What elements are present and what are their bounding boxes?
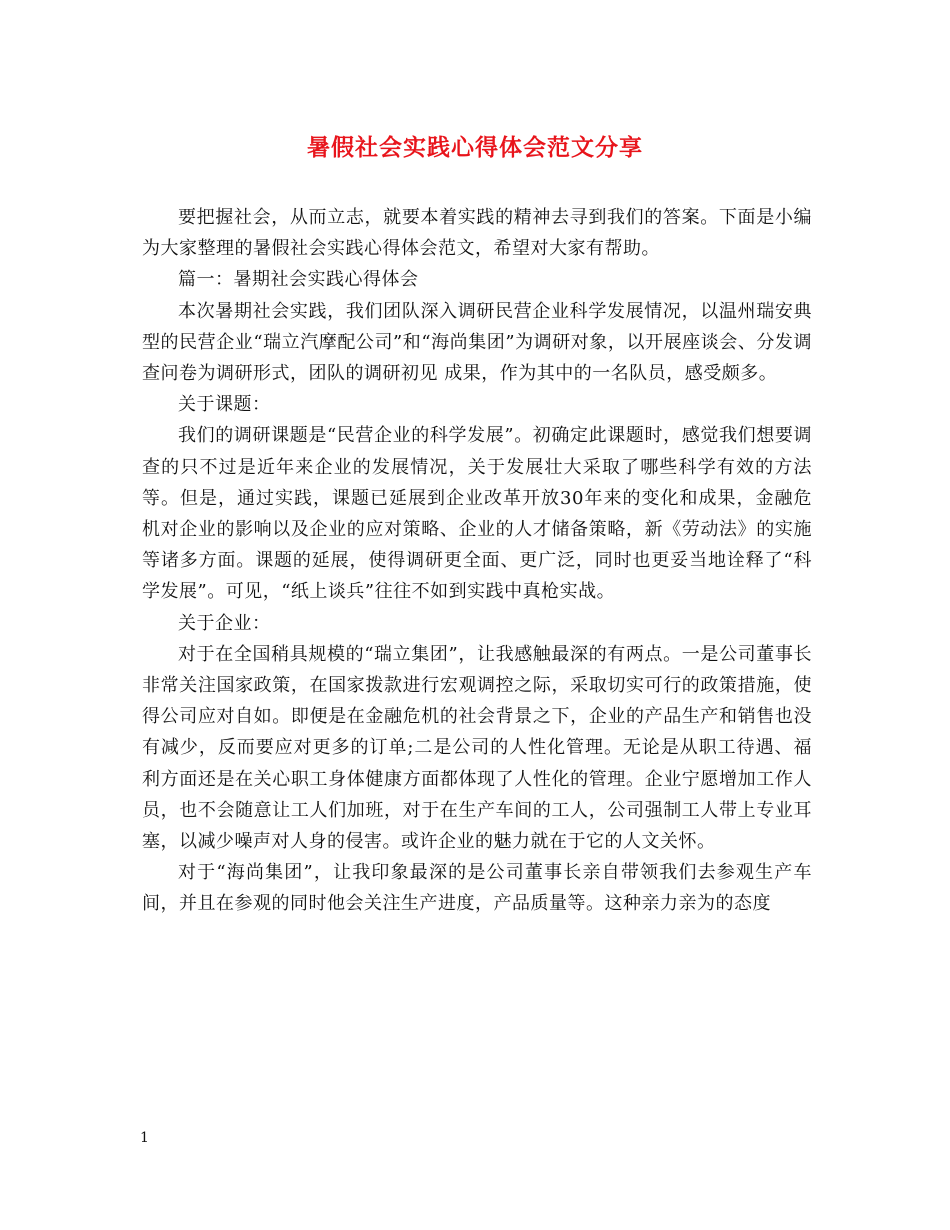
paragraph-ruili-group: 对于在全国稍具规模的“瑞立集团”，让我感触最深的有两点。一是公司董事长非常关注国家政策，在国家拨款进行宏观调控之际，采取切实可行的政策措施，使得公司应对自如。即便是在金融危机的社会背景之下，企业的产品生产和销售也没有减少，反而要应对更多的订单;二是公司的人性化管理。无论是从职工待遇、福利方面还是在关心职工身体健康方面都体现了人性化的管理。企业宁愿增加工作人员，也不会随意让工人们加班，对于在生产车间的工人，公司强制工人带上专业耳塞，以减少噪声对人身的侵害。或许企业的魅力就在于它的人文关怀。	[142, 643, 812, 853]
paragraph-practice-overview: 本次暑期社会实践，我们团队深入调研民营企业科学发展情况，以温州瑞安典型的民营企业“瑞立汽摩配公司”和“海尚集团”为调研对象，以开展座谈会、分发调查问卷为调研形式，团队的调研初见 成果，作为其中的一名队员，感受颇多。	[142, 300, 812, 385]
document-title: 暑假社会实践心得体会范文分享	[307, 134, 643, 161]
section-heading-topic: 关于课题：	[178, 394, 271, 416]
paragraph-intro: 要把握社会，从而立志，就要本着实践的精神去寻到我们的答案。下面是小编为大家整理的暑假社会实践心得体会范文，希望对大家有帮助。	[142, 207, 812, 260]
section-heading-enterprise: 关于企业：	[178, 612, 271, 634]
section-heading-part-one: 篇一：暑期社会实践心得体会	[178, 269, 419, 291]
document-body	[142, 202, 812, 920]
paragraph-topic: 我们的调研课题是“民营企业的科学发展”。初确定此课题时，感觉我们想要调查的只不过是近年来企业的发展情况，关于发展壮大采取了哪些科学有效的方法等。但是，通过实践，课题已延展到企业改革开放30年来的变化和成果，金融危机对企业的影响以及企业的应对策略、企业的人才储备策略，新《劳动法》的实施等诸多方面。课题的延展，使得调研更全面、更广泛，同时也更妥当地诠释了“科学发展”。可见，“纸上谈兵”往往不如到实践中真枪实战。	[142, 425, 812, 603]
page-number: 1	[140, 1130, 149, 1146]
paragraph-haishang-group: 对于“海尚集团”，让我印象最深的是公司董事长亲自带领我们去参观生产车间，并且在参观的同时他会关注生产进度，产品质量等。这种亲力亲为的态度	[142, 862, 812, 915]
